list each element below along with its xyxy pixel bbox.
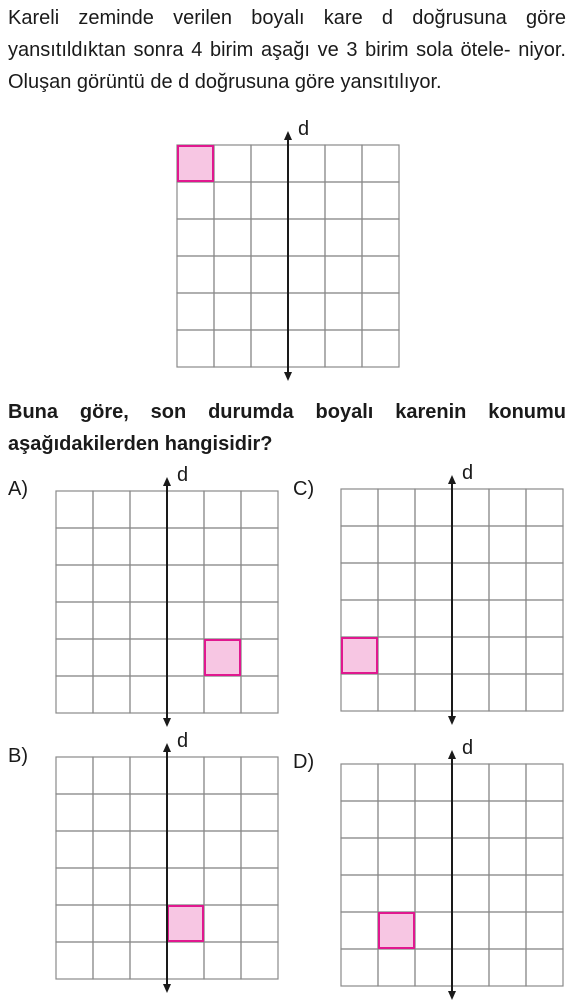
grid-cell xyxy=(341,674,378,711)
grid-cell xyxy=(56,565,93,602)
grid-cell xyxy=(415,912,452,949)
grid-cell xyxy=(362,293,399,330)
arrow-down-icon xyxy=(284,372,292,381)
grid-cell xyxy=(526,764,563,801)
option-a-label[interactable]: A) xyxy=(8,478,28,500)
grid-cell xyxy=(415,637,452,674)
painted-square xyxy=(168,906,203,941)
grid-cell xyxy=(489,637,526,674)
grid-cell xyxy=(93,942,130,979)
grid-cell xyxy=(130,794,167,831)
grid-cell xyxy=(325,182,362,219)
grid-cell xyxy=(378,637,415,674)
grid-cell xyxy=(204,757,241,794)
grid-cell xyxy=(56,831,93,868)
line-d-label: d xyxy=(177,730,189,752)
grid-cell xyxy=(378,526,415,563)
grid-cell xyxy=(452,838,489,875)
grid-cell xyxy=(167,942,204,979)
grid-cell xyxy=(341,875,378,912)
grid-cell xyxy=(56,491,93,528)
grid-cell xyxy=(415,563,452,600)
grid-cell xyxy=(415,838,452,875)
grid-cell xyxy=(130,491,167,528)
grid-cell xyxy=(130,942,167,979)
grid-cell xyxy=(167,639,204,676)
grid-cell xyxy=(93,757,130,794)
grid-cell xyxy=(489,764,526,801)
grid-cell xyxy=(341,764,378,801)
option-b-label[interactable]: B) xyxy=(8,745,28,767)
option-a-grid[interactable] xyxy=(56,464,278,727)
grid-cell xyxy=(526,949,563,986)
grid-cell xyxy=(56,602,93,639)
grid-cell xyxy=(325,145,362,182)
grid-cell xyxy=(214,293,251,330)
grid-cell xyxy=(325,256,362,293)
grid-cell xyxy=(378,674,415,711)
grid-cell xyxy=(452,801,489,838)
grid-cell xyxy=(452,875,489,912)
grid-cell xyxy=(214,145,251,182)
grid-cell xyxy=(167,794,204,831)
arrow-up-icon xyxy=(284,131,292,140)
grid-cell xyxy=(251,182,288,219)
given-grid xyxy=(177,118,399,381)
grid-cell xyxy=(489,875,526,912)
grid-cell xyxy=(241,528,278,565)
grid-cell xyxy=(93,602,130,639)
grid-cell xyxy=(452,912,489,949)
grid-cell xyxy=(489,563,526,600)
grid-cell xyxy=(56,868,93,905)
grid-cell xyxy=(177,256,214,293)
grid-cell xyxy=(341,489,378,526)
grid-cell xyxy=(241,757,278,794)
grid-cell xyxy=(526,801,563,838)
grid-cell xyxy=(251,145,288,182)
grid-cell xyxy=(241,942,278,979)
grid-cell xyxy=(362,219,399,256)
grid-cell xyxy=(130,757,167,794)
grid-cell xyxy=(415,526,452,563)
grid-cell xyxy=(130,868,167,905)
grid-cell xyxy=(378,875,415,912)
line-d-label: d xyxy=(177,464,189,486)
grid-cell xyxy=(204,602,241,639)
grid-cell xyxy=(56,676,93,713)
grid-cell xyxy=(177,182,214,219)
grid-cell xyxy=(204,528,241,565)
grid-cell xyxy=(56,528,93,565)
grid-cell xyxy=(341,563,378,600)
grid-cell xyxy=(415,489,452,526)
grid-cell xyxy=(251,293,288,330)
grid-cell xyxy=(93,528,130,565)
grid-cell xyxy=(241,565,278,602)
grid-cell xyxy=(452,563,489,600)
grid-cell xyxy=(130,831,167,868)
arrow-up-icon xyxy=(448,475,456,484)
grid-cell xyxy=(526,637,563,674)
grid-cell xyxy=(489,526,526,563)
grid-cell xyxy=(452,637,489,674)
grid-cell xyxy=(288,219,325,256)
grid-cell xyxy=(241,794,278,831)
grid-cell xyxy=(204,491,241,528)
grid-cell xyxy=(341,526,378,563)
line-d-label: d xyxy=(298,118,310,140)
painted-square xyxy=(178,146,213,181)
grid-cell xyxy=(489,949,526,986)
grid-cell xyxy=(93,794,130,831)
grid-cell xyxy=(177,293,214,330)
grid-cell xyxy=(130,639,167,676)
grid-cell xyxy=(325,330,362,367)
painted-square xyxy=(342,638,377,673)
grid-cell xyxy=(204,676,241,713)
question-text: Kareli zeminde verilen boyalı kare d doğrusuna göre yansıtıldıktan sonra 4 birim aşağı ve 3 birim sola ötele- niyor. Oluşan görüntü de d doğrusuna göre yansıtılıyor. xyxy=(8,7,566,93)
grid-cell xyxy=(341,949,378,986)
grid-cell xyxy=(325,219,362,256)
grid-cell xyxy=(56,942,93,979)
grid-cell xyxy=(415,600,452,637)
grid-cell xyxy=(526,838,563,875)
grid-cell xyxy=(452,526,489,563)
grid-cell xyxy=(526,526,563,563)
grid-cell xyxy=(93,565,130,602)
grid-cell xyxy=(489,838,526,875)
grid-cell xyxy=(452,949,489,986)
grid-cell xyxy=(204,905,241,942)
option-b-grid[interactable] xyxy=(56,730,278,993)
grid-cell xyxy=(415,949,452,986)
grid-cell xyxy=(93,639,130,676)
grid-cell xyxy=(415,875,452,912)
grid-cell xyxy=(241,602,278,639)
grid-cell xyxy=(362,182,399,219)
grid-cell xyxy=(251,256,288,293)
grid-cell xyxy=(204,831,241,868)
grid-cell xyxy=(362,330,399,367)
arrow-down-icon xyxy=(163,718,171,727)
grid-cell xyxy=(214,219,251,256)
grid-cell xyxy=(214,330,251,367)
grid-cell xyxy=(526,912,563,949)
grid-cell xyxy=(93,676,130,713)
arrow-down-icon xyxy=(163,984,171,993)
painted-square xyxy=(379,913,414,948)
grid-cell xyxy=(130,565,167,602)
grid-cell xyxy=(288,293,325,330)
grid-cell xyxy=(325,293,362,330)
grid-cell xyxy=(167,602,204,639)
grid-cell xyxy=(177,330,214,367)
grid-cell xyxy=(452,489,489,526)
grid-cell xyxy=(214,256,251,293)
grid-cell xyxy=(93,831,130,868)
option-c-grid[interactable] xyxy=(341,462,563,725)
grid-cell xyxy=(204,794,241,831)
grid-cell xyxy=(241,491,278,528)
grid-cell xyxy=(378,764,415,801)
line-d-label: d xyxy=(462,737,474,759)
grid-cell xyxy=(93,491,130,528)
grid-cell xyxy=(251,330,288,367)
option-d-label[interactable]: D) xyxy=(293,751,315,773)
grid-cell xyxy=(452,600,489,637)
grid-cell xyxy=(204,942,241,979)
grid-cell xyxy=(241,831,278,868)
grid-cell xyxy=(288,256,325,293)
grid-cell xyxy=(251,219,288,256)
grid-cell xyxy=(130,905,167,942)
grid-cell xyxy=(526,563,563,600)
grid-cell xyxy=(130,602,167,639)
grid-cell xyxy=(452,674,489,711)
grid-cell xyxy=(341,600,378,637)
option-d-grid[interactable] xyxy=(341,737,563,1000)
grid-cell xyxy=(341,801,378,838)
line-d-label: d xyxy=(462,462,474,484)
grid-cell xyxy=(362,256,399,293)
grid-cell xyxy=(489,674,526,711)
grid-cell xyxy=(341,838,378,875)
grid-cell xyxy=(56,905,93,942)
grid-cell xyxy=(526,600,563,637)
option-c-label[interactable]: C) xyxy=(293,478,315,500)
grid-cell xyxy=(167,831,204,868)
grid-cell xyxy=(362,145,399,182)
grid-cell xyxy=(241,868,278,905)
grid-cell xyxy=(288,182,325,219)
grid-cell xyxy=(241,639,278,676)
grid-cell xyxy=(93,905,130,942)
grid-cell xyxy=(489,489,526,526)
grid-cell xyxy=(167,757,204,794)
grid-cell xyxy=(288,330,325,367)
grid-cell xyxy=(378,563,415,600)
grid-cell xyxy=(56,757,93,794)
grid-cell xyxy=(167,676,204,713)
grid-cell xyxy=(177,219,214,256)
grid-cell xyxy=(288,145,325,182)
grid-cell xyxy=(130,676,167,713)
arrow-up-icon xyxy=(163,743,171,752)
grid-cell xyxy=(489,801,526,838)
grid-cell xyxy=(56,794,93,831)
grid-cell xyxy=(489,912,526,949)
grid-cell xyxy=(167,868,204,905)
arrow-down-icon xyxy=(448,716,456,725)
grid-cell xyxy=(204,565,241,602)
grid-cell xyxy=(415,674,452,711)
grid-cell xyxy=(415,764,452,801)
arrow-up-icon xyxy=(163,477,171,486)
grid-cell xyxy=(167,565,204,602)
grid-cell xyxy=(415,801,452,838)
grid-cell xyxy=(241,905,278,942)
grid-cell xyxy=(526,875,563,912)
grid-cell xyxy=(526,489,563,526)
grid-cell xyxy=(167,528,204,565)
arrow-down-icon xyxy=(448,991,456,1000)
grid-cell xyxy=(378,949,415,986)
grid-cell xyxy=(378,489,415,526)
painted-square xyxy=(205,640,240,675)
grid-cell xyxy=(378,838,415,875)
grid-cell xyxy=(56,639,93,676)
grid-cell xyxy=(204,868,241,905)
grid-cell xyxy=(341,912,378,949)
arrow-up-icon xyxy=(448,750,456,759)
grid-cell xyxy=(378,600,415,637)
grid-cell xyxy=(526,674,563,711)
grid-cell xyxy=(214,182,251,219)
grid-cell xyxy=(93,868,130,905)
grid-cell xyxy=(452,764,489,801)
grid-cell xyxy=(378,801,415,838)
grid-cell xyxy=(130,528,167,565)
grid-cell xyxy=(167,491,204,528)
grid-cell xyxy=(489,600,526,637)
question-prompt: Buna göre, son durumda boyalı karenin konumu aşağıdakilerden hangisidir? xyxy=(8,401,566,455)
grid-cell xyxy=(241,676,278,713)
